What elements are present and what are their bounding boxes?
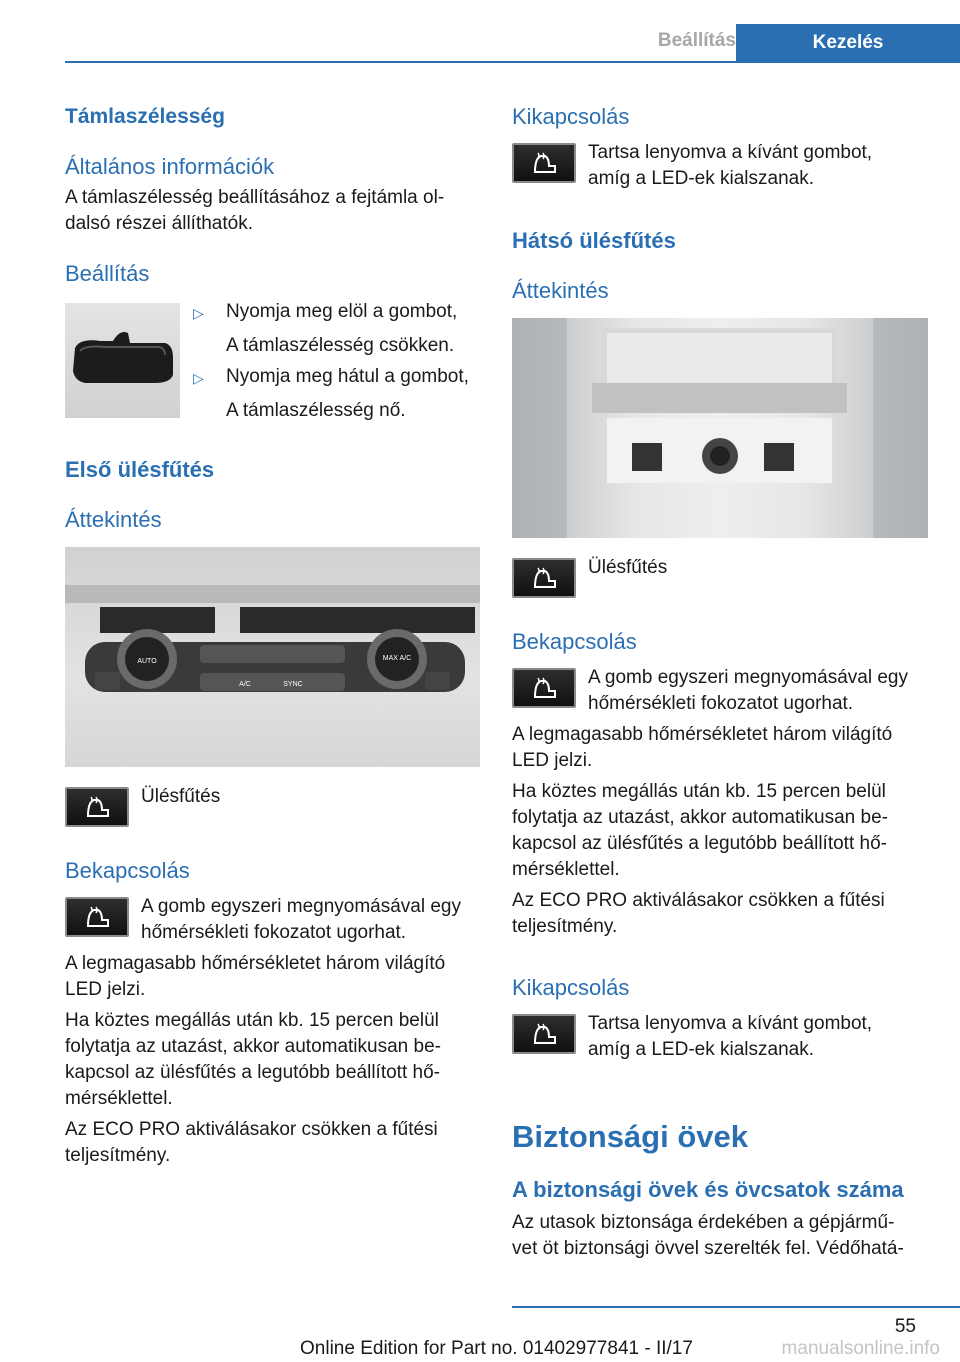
bullet-2-result: A támlaszélesség nő. [226, 400, 406, 421]
p2-right-1: Ha köztes megállás után kb. 15 percen belül [512, 781, 886, 802]
off2-text-1: Tartsa lenyomva a kívánt gombot, [588, 1013, 873, 1034]
heading-ovek-szama: A biztonsági övek és övcsatok száma [512, 1177, 904, 1202]
header-tab-kezeles[interactable]: Kezelés [736, 24, 960, 62]
p3-right-2: teljesítmény. [512, 916, 618, 937]
page-number: 55 [894, 1316, 916, 1337]
heading-biztonsagi-ovek: Biztonsági övek [512, 1119, 748, 1154]
header-tab-beallitas[interactable]: Beállítás [657, 30, 736, 51]
seat-heat-button-icon [512, 1014, 576, 1054]
heading-bekapcsolas-right: Bekapcsolás [512, 629, 637, 654]
p1-right-1: A legmagasabb hőmérsékletet három világító [512, 724, 893, 745]
seat-heat-button-icon [65, 897, 129, 937]
bullet-1-text: Nyomja meg elöl a gombot, [226, 301, 458, 322]
p2-left-3: kapcsol az ülésfűtés a legutóbb beállított hő- [65, 1062, 440, 1083]
caption-ulesfutes-left: Ülésfűtés [141, 786, 221, 807]
p1-left-1: A legmagasabb hőmérsékletet három világító [65, 953, 446, 974]
ac-label: A/C [239, 681, 251, 688]
watermark: manualsonline.info [781, 1338, 940, 1359]
p3-left-1: Az ECO PRO aktiválásakor csökken a fűtési [65, 1119, 438, 1140]
heading-attekintes: Áttekintés [65, 507, 162, 532]
headrest-button-image [65, 303, 180, 418]
heading-elso-ulesfutes: Első ülésfűtés [65, 457, 215, 482]
p2-left-2: folytatja az utazást, akkor automatikusan be- [65, 1036, 441, 1057]
p2-right-3: kapcsol az ülésfűtés a legutóbb beállított hő- [512, 833, 887, 854]
off2-text-2: amíg a LED-ek kialszanak. [588, 1039, 814, 1060]
seat-heat-button-icon [512, 668, 576, 708]
seat-heat-button-icon [512, 558, 576, 598]
off-text-1: Tartsa lenyomva a kívánt gombot, [588, 142, 873, 163]
max-ac-label: MAX A/C [382, 655, 412, 662]
rear-console-image [512, 318, 928, 538]
p2-right-2: folytatja az utazást, akkor automatikusan be- [512, 807, 888, 828]
on-text-left-1: A gomb egyszeri megnyomásával egy [141, 896, 461, 917]
bullet-icon: ▷ [193, 370, 204, 386]
heading-altalanos: Általános információk [65, 154, 275, 179]
page-header [65, 24, 960, 62]
bullet-icon: ▷ [193, 305, 204, 321]
off-text-2: amíg a LED-ek kialszanak. [588, 168, 814, 189]
belts-text-2: vet öt biztonsági övvel szerelték fel. Védőhatá- [512, 1238, 904, 1259]
heading-hatso-ulesfutes: Hátsó ülésfűtés [512, 228, 676, 253]
p1-right-2: LED jelzi. [512, 750, 593, 771]
p2-right-4: mérséklettel. [512, 859, 620, 880]
sync-label: SYNC [283, 681, 303, 688]
p1-left-2: LED jelzi. [65, 979, 146, 1000]
auto-label: AUTO [137, 658, 157, 665]
edition-text: Online Edition for Part no. 01402977841 - II/17 [300, 1338, 693, 1359]
p2-left-4: mérséklettel. [65, 1088, 173, 1109]
heading-kikapcsolas-1: Kikapcsolás [512, 104, 630, 129]
seat-heat-button-icon [512, 143, 576, 183]
bullet-2-text: Nyomja meg hátul a gombot, [226, 366, 469, 387]
belts-text-1: Az utasok biztonsága érdekében a gépjármű- [512, 1212, 895, 1233]
heading-bekapcsolas-left: Bekapcsolás [65, 858, 190, 883]
intro-line-1: A támlaszélesség beállításához a fejtámla ol- [65, 187, 445, 208]
footer-rule [512, 1306, 960, 1308]
intro-line-2: dalsó részei állíthatók. [65, 213, 253, 234]
bullet-1-result: A támlaszélesség csökken. [226, 335, 455, 356]
p3-left-2: teljesítmény. [65, 1145, 171, 1166]
heading-beallitas: Beállítás [65, 261, 150, 286]
caption-ulesfutes-right: Ülésfűtés [588, 557, 668, 578]
on-text-right-1: A gomb egyszeri megnyomásával egy [588, 667, 908, 688]
p3-right-1: Az ECO PRO aktiválásakor csökken a fűtési [512, 890, 885, 911]
on-text-right-2: hőmérsékleti fokozatot ugorhat. [588, 693, 854, 714]
heading-tamlaszelesseg: Támlaszélesség [65, 105, 225, 128]
seat-heat-button-icon [65, 787, 129, 827]
heading-kikapcsolas-2: Kikapcsolás [512, 975, 630, 1000]
heading-attekintes-right: Áttekintés [512, 278, 609, 303]
on-text-left-2: hőmérsékleti fokozatot ugorhat. [141, 922, 407, 943]
p2-left-1: Ha köztes megállás után kb. 15 percen belül [65, 1010, 439, 1031]
climate-panel-image [65, 547, 480, 767]
